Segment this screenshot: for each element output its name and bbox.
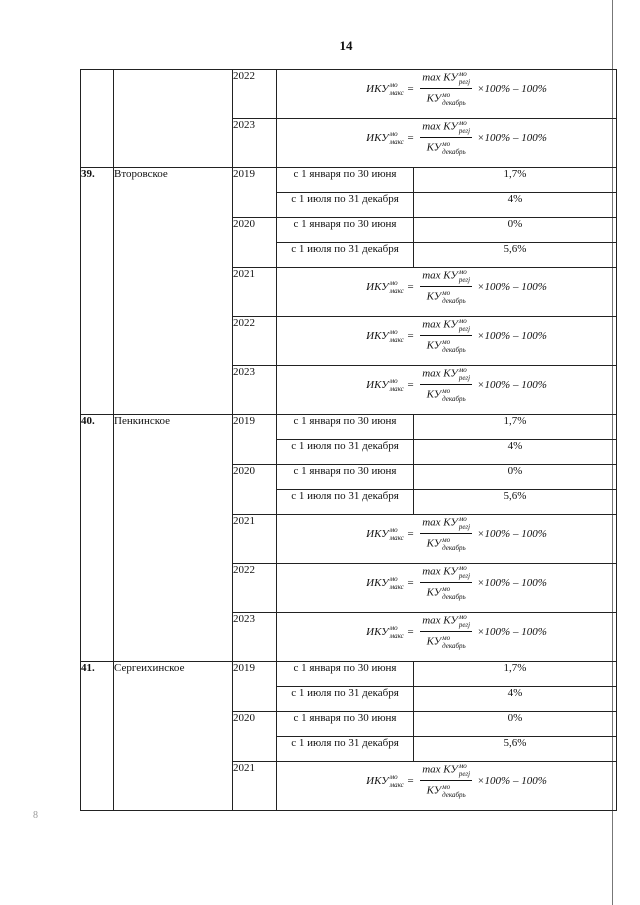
formula-denom-sup: мо (442, 289, 451, 297)
formula-denom-sub: декабрь (442, 148, 466, 156)
formula-denominator (425, 287, 468, 305)
formula-cell (277, 119, 617, 168)
formula-lhs-sup: мо (389, 129, 398, 138)
formula-numer-text: max КУ (422, 71, 458, 84)
period-cell: с 1 января по 30 июня (277, 662, 414, 687)
formula-fraction (420, 317, 472, 354)
formula-denom-sup: мо (442, 783, 451, 791)
formula-denom-text: КУ (426, 586, 442, 599)
index-formula (277, 268, 616, 305)
formula-denom-text: КУ (426, 290, 442, 303)
formula-fraction (420, 70, 472, 107)
entry-name-cell (114, 70, 233, 168)
formula-rest: ×100% – 100% (477, 576, 547, 589)
formula-numer-sup: мо (458, 564, 467, 572)
period-cell: с 1 января по 30 июня (277, 415, 414, 440)
value-cell: 5,6% (414, 243, 617, 268)
formula-denominator (425, 336, 468, 354)
formula-equals: = (406, 82, 415, 95)
formula-lhs-sup: мо (389, 623, 398, 632)
year-cell: 2020 (233, 465, 277, 515)
formula-lhs-sup: мо (389, 80, 398, 89)
formula-rest: ×100% – 100% (477, 774, 547, 787)
year-cell: 2022 (233, 70, 277, 119)
formula-fraction (420, 564, 472, 601)
formula-fraction (420, 515, 472, 552)
formula-rest: ×100% – 100% (477, 527, 547, 540)
index-formula (277, 515, 616, 552)
formula-denom-text: КУ (426, 635, 442, 648)
formula-denominator (425, 534, 468, 552)
year-cell: 2023 (233, 119, 277, 168)
year-cell: 2022 (233, 564, 277, 613)
formula-lhs: ИКУ (366, 576, 389, 589)
formula-numer-sub: регj (458, 621, 471, 629)
formula-numerator (420, 564, 472, 583)
entry-number-cell (81, 70, 114, 168)
formula-denom-text: КУ (426, 141, 442, 154)
year-cell: 2019 (233, 415, 277, 465)
table-row (81, 415, 617, 440)
formula-lhs-sup: мо (389, 278, 398, 287)
entry-number: 40. (81, 415, 114, 662)
formula-denom-text: КУ (426, 92, 442, 105)
entry-name: Сергеихинское (114, 662, 233, 811)
value-cell: 5,6% (414, 490, 617, 515)
formula-numerator (420, 119, 472, 138)
formula-lhs-sup: мо (389, 376, 398, 385)
formula-rest: ×100% – 100% (477, 131, 547, 144)
index-formula (277, 70, 616, 107)
entry-number: 41. (81, 662, 114, 811)
formula-rest: ×100% – 100% (477, 625, 547, 638)
corner-mark: 8 (33, 810, 38, 821)
formula-lhs-sub: макс (389, 780, 404, 789)
formula-denominator (425, 138, 468, 156)
value-cell: 5,6% (414, 737, 617, 762)
formula-equals: = (406, 527, 415, 540)
formula-lhs-sup: мо (389, 525, 398, 534)
index-formula (277, 613, 616, 650)
formula-numer-sup: мо (458, 119, 467, 127)
formula-lhs: ИКУ (366, 625, 389, 638)
value-cell: 4% (414, 440, 617, 465)
formula-lhs-sub: макс (389, 582, 404, 591)
period-cell: с 1 января по 30 июня (277, 218, 414, 243)
formula-numer-sub: регj (458, 374, 471, 382)
year-cell: 2023 (233, 613, 277, 662)
formula-denom-text: КУ (426, 784, 442, 797)
formula-denom-text: КУ (426, 388, 442, 401)
formula-numer-sup: мо (458, 70, 467, 78)
formula-lhs: ИКУ (366, 82, 389, 95)
formula-numerator (420, 762, 472, 781)
formula-denom-sub: декабрь (442, 346, 466, 354)
formula-lhs-sub: макс (389, 88, 404, 97)
page-number: 14 (339, 38, 353, 53)
formula-cell (277, 317, 617, 366)
formula-equals: = (406, 576, 415, 589)
formula-cell (277, 366, 617, 415)
formula-cell (277, 613, 617, 662)
entry-name: Второвское (114, 168, 233, 415)
index-formula (277, 317, 616, 354)
formula-lhs: ИКУ (366, 329, 389, 342)
year-cell: 2021 (233, 515, 277, 564)
formula-lhs-sub: макс (389, 384, 404, 393)
index-formula (277, 366, 616, 403)
period-cell: с 1 июля по 31 декабря (277, 687, 414, 712)
formula-numer-sub: регj (458, 572, 471, 580)
formula-denom-sub: декабрь (442, 99, 466, 107)
table-row (81, 168, 617, 193)
formula-rest: ×100% – 100% (477, 280, 547, 293)
formula-rest: ×100% – 100% (477, 378, 547, 391)
entry-name: Пенкинское (114, 415, 233, 662)
table-row (81, 70, 617, 119)
value-cell: 1,7% (414, 415, 617, 440)
formula-cell (277, 268, 617, 317)
formula-denom-sup: мо (442, 536, 451, 544)
entry-number: 39. (81, 168, 114, 415)
formula-equals: = (406, 329, 415, 342)
value-cell: 0% (414, 712, 617, 737)
formula-fraction (420, 119, 472, 156)
value-cell: 4% (414, 687, 617, 712)
year-cell: 2021 (233, 762, 277, 811)
formula-cell (277, 762, 617, 811)
formula-numer-text: max КУ (422, 516, 458, 529)
formula-denom-sup: мо (442, 91, 451, 99)
formula-denominator (425, 632, 468, 650)
year-cell: 2019 (233, 662, 277, 712)
formula-lhs: ИКУ (366, 774, 389, 787)
formula-denom-sub: декабрь (442, 297, 466, 305)
formula-denom-sup: мо (442, 585, 451, 593)
formula-equals: = (406, 131, 415, 144)
year-cell: 2020 (233, 218, 277, 268)
index-formula (277, 762, 616, 799)
period-cell: с 1 января по 30 июня (277, 465, 414, 490)
formula-rest: ×100% – 100% (477, 329, 547, 342)
period-cell: с 1 января по 30 июня (277, 168, 414, 193)
formula-numerator (420, 70, 472, 89)
formula-lhs-sub: макс (389, 286, 404, 295)
tariff-table (80, 69, 617, 811)
formula-numer-sub: регj (458, 127, 471, 135)
formula-cell (277, 70, 617, 119)
formula-lhs-sub: макс (389, 335, 404, 344)
year-cell: 2023 (233, 366, 277, 415)
year-cell: 2019 (233, 168, 277, 218)
formula-denom-text: КУ (426, 339, 442, 352)
formula-denominator (425, 385, 468, 403)
formula-denom-sub: декабрь (442, 791, 466, 799)
formula-lhs-sub: макс (389, 137, 404, 146)
formula-numer-text: max КУ (422, 269, 458, 282)
formula-numer-text: max КУ (422, 367, 458, 380)
formula-lhs: ИКУ (366, 280, 389, 293)
formula-numer-text: max КУ (422, 565, 458, 578)
formula-numerator (420, 515, 472, 534)
value-cell: 1,7% (414, 662, 617, 687)
formula-numer-text: max КУ (422, 614, 458, 627)
value-cell: 4% (414, 193, 617, 218)
formula-numer-sup: мо (458, 613, 467, 621)
formula-numer-sub: регj (458, 276, 471, 284)
formula-numerator (420, 317, 472, 336)
value-cell: 1,7% (414, 168, 617, 193)
formula-equals: = (406, 280, 415, 293)
formula-numer-text: max КУ (422, 120, 458, 133)
formula-denom-sup: мо (442, 338, 451, 346)
value-cell: 0% (414, 218, 617, 243)
formula-lhs-sup: мо (389, 772, 398, 781)
formula-equals: = (406, 625, 415, 638)
formula-numer-sup: мо (458, 317, 467, 325)
formula-numer-sub: регj (458, 78, 471, 86)
formula-numer-text: max КУ (422, 763, 458, 776)
formula-fraction (420, 366, 472, 403)
formula-fraction (420, 268, 472, 305)
formula-lhs-sup: мо (389, 574, 398, 583)
formula-denom-sub: декабрь (442, 642, 466, 650)
period-cell: с 1 июля по 31 декабря (277, 440, 414, 465)
formula-denom-sup: мо (442, 634, 451, 642)
formula-denom-sup: мо (442, 140, 451, 148)
formula-equals: = (406, 774, 415, 787)
formula-denom-sub: декабрь (442, 593, 466, 601)
period-cell: с 1 июля по 31 декабря (277, 193, 414, 218)
formula-numer-sup: мо (458, 366, 467, 374)
formula-denom-sub: декабрь (442, 395, 466, 403)
formula-rest: ×100% – 100% (477, 82, 547, 95)
formula-fraction (420, 762, 472, 799)
formula-denominator (425, 583, 468, 601)
index-formula (277, 119, 616, 156)
year-cell: 2022 (233, 317, 277, 366)
formula-denom-sup: мо (442, 387, 451, 395)
formula-numer-sub: регj (458, 325, 471, 333)
formula-denom-text: КУ (426, 537, 442, 550)
formula-numer-sub: регj (458, 770, 471, 778)
formula-denom-sub: декабрь (442, 544, 466, 552)
formula-lhs-sup: мо (389, 327, 398, 336)
formula-numer-sup: мо (458, 515, 467, 523)
table-row (81, 662, 617, 687)
year-cell: 2021 (233, 268, 277, 317)
formula-denominator (425, 89, 468, 107)
period-cell: с 1 июля по 31 декабря (277, 490, 414, 515)
year-cell: 2020 (233, 712, 277, 762)
formula-numer-sup: мо (458, 762, 467, 770)
period-cell: с 1 июля по 31 декабря (277, 737, 414, 762)
period-cell: с 1 июля по 31 декабря (277, 243, 414, 268)
period-cell: с 1 января по 30 июня (277, 712, 414, 737)
formula-lhs-sub: макс (389, 533, 404, 542)
formula-lhs: ИКУ (366, 131, 389, 144)
formula-numerator (420, 366, 472, 385)
formula-lhs: ИКУ (366, 378, 389, 391)
formula-numer-text: max КУ (422, 318, 458, 331)
index-formula (277, 564, 616, 601)
formula-numer-sup: мо (458, 268, 467, 276)
formula-lhs-sub: макс (389, 631, 404, 640)
formula-cell (277, 515, 617, 564)
formula-lhs: ИКУ (366, 527, 389, 540)
value-cell: 0% (414, 465, 617, 490)
formula-denominator (425, 781, 468, 799)
formula-numerator (420, 613, 472, 632)
formula-equals: = (406, 378, 415, 391)
formula-numer-sub: регj (458, 523, 471, 531)
formula-numerator (420, 268, 472, 287)
formula-fraction (420, 613, 472, 650)
formula-cell (277, 564, 617, 613)
